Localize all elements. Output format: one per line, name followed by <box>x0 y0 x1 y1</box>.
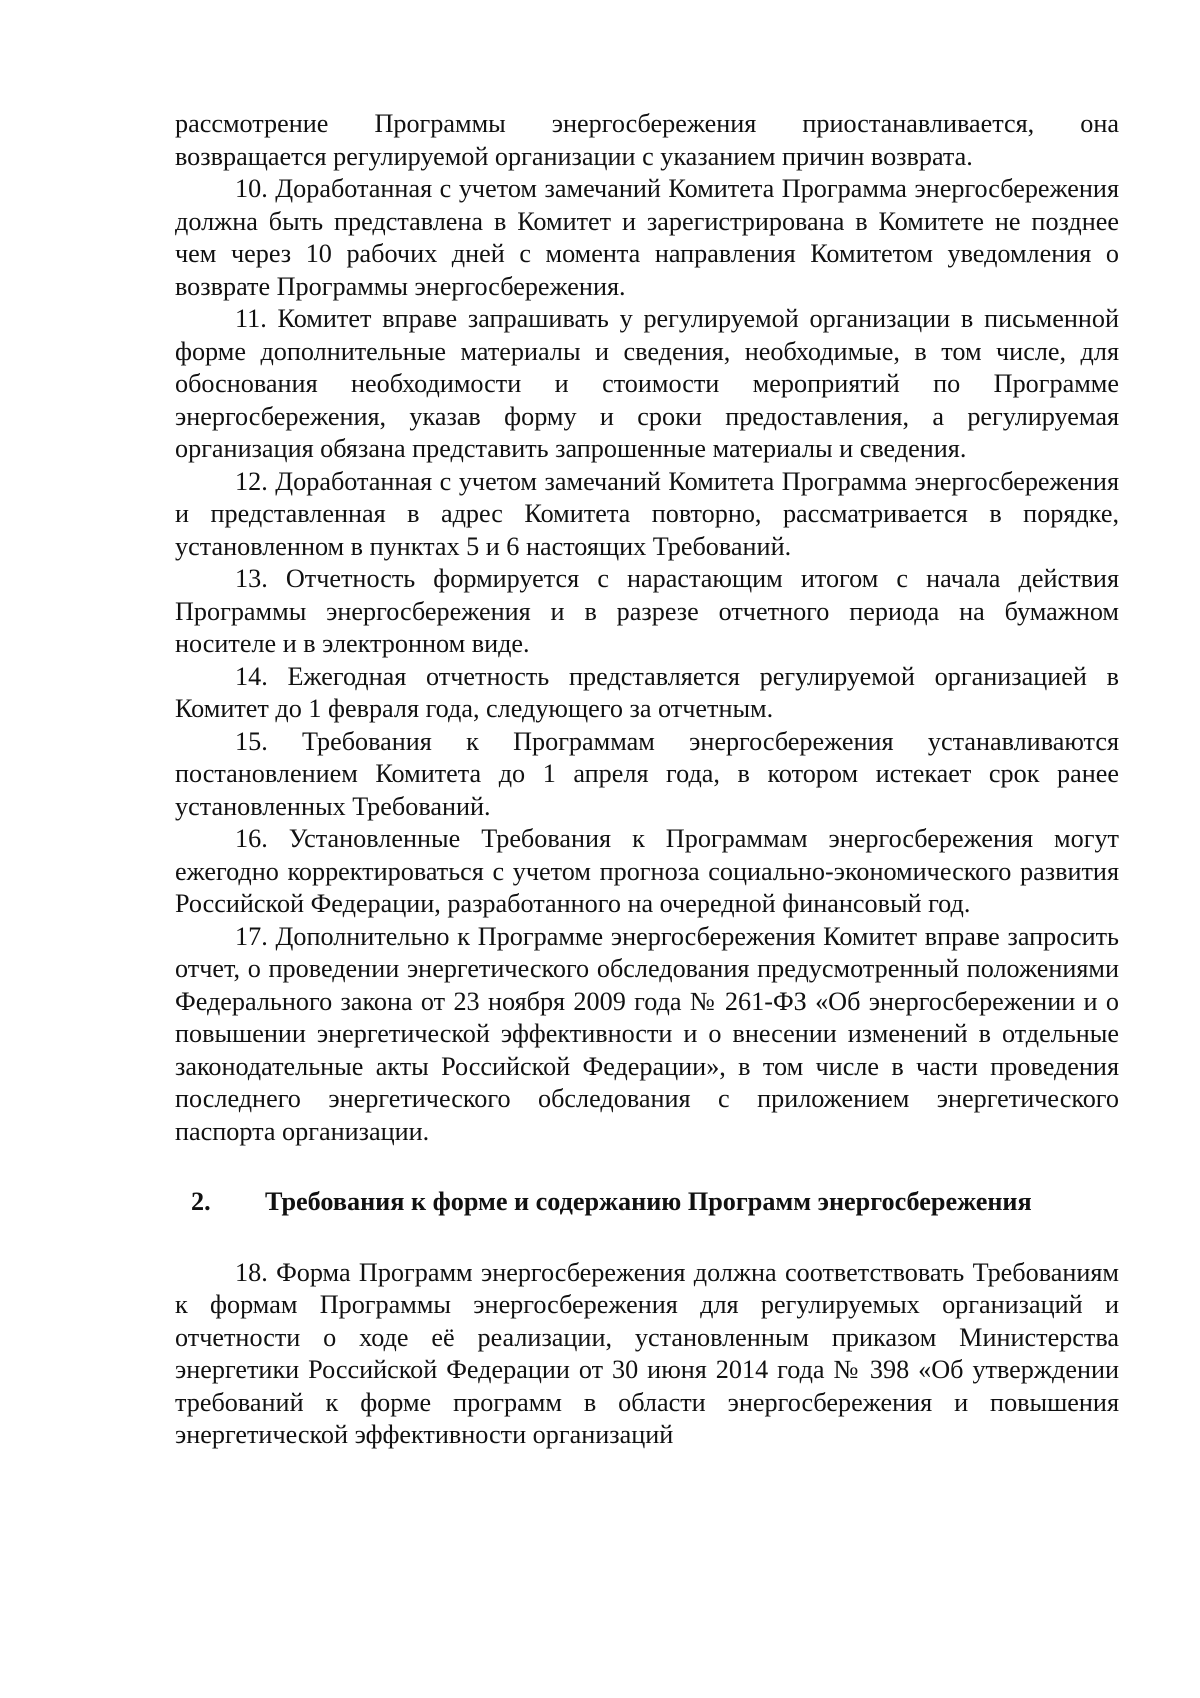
paragraph-18: 18. Форма Программ энергосбережения должна соответствовать Требованиям к формам Программы энергосбережения для регулируемых организаций и отчетности о ходе её реализации, установленным приказом Министерства энергетики Российской Федерации от 30 июня 2014 года № 398 «Об утверждении требований к форме программ в области энергосбережения и повышения энергетической эффективности организаций <box>175 1257 1119 1449</box>
section-heading <box>191 1186 1119 1219</box>
paragraph-9-continuation: рассмотрение Программы энергосбережения приостанавливается, она возвращается регулируемой организации с указанием причин возврата. <box>175 109 1119 171</box>
section-title: Требования к форме и содержанию Программ энергосбережения <box>265 1187 1032 1216</box>
paragraph-10: 10. Доработанная с учетом замечаний Комитета Программа энергосбережения должна быть представлена в Комитет и зарегистрирована в Комитете не позднее чем через 10 рабочих дней с момента направления Комитетом уведомления о возврате Программы энергосбережения. <box>175 174 1119 301</box>
paragraph-14: 14. Ежегодная отчетность представляется регулируемой организацией в Комитет до 1 февраля года, следующего за отчетным. <box>175 661 1119 723</box>
paragraph-17: 17. Дополнительно к Программе энергосбережения Комитет вправе запросить отчет, о проведении энергетического обследования предусмотренный положениями Федерального закона от 23 ноября 2009 года № 261-ФЗ «Об энергосбережении и о повышении энергетической эффективности и о внесении изменений в отдельные законодательные акты Российской Федерации», в том числе в части проведения последнего энергетического обследования с приложением энергетического паспорта организации. <box>175 921 1119 1146</box>
paragraph-12: 12. Доработанная с учетом замечаний Комитета Программа энергосбережения и представленная в адрес Комитета повторно, рассматривается в порядке, установленном в пунктах 5 и 6 настоящих Требований. <box>175 466 1119 561</box>
paragraph-15: 15. Требования к Программам энергосбережения устанавливаются постановлением Комитета до 1 апреля года, в котором истекает срок ранее установленных Требований. <box>175 726 1119 821</box>
paragraph-16: 16. Установленные Требования к Программам энергосбережения могут ежегодно корректироваться с учетом прогноза социально-экономического развития Российской Федерации, разработанного на очередной финансовый год. <box>175 824 1119 918</box>
paragraph-11: 11. Комитет вправе запрашивать у регулируемой организации в письменной форме дополнительные материалы и сведения, необходимые, в том числе, для обоснования необходимости и стоимости мероприятий по Программе энергосбережения, указав форму и сроки предоставления, а регулируемая организация обязана представить запрошенные материалы и сведения. <box>175 304 1119 463</box>
section-number: 2. <box>191 1187 211 1216</box>
paragraph-13: 13. Отчетность формируется с нарастающим итогом с начала действия Программы энергосбережения и в разрезе отчетного периода на бумажном носителе и в электронном виде. <box>175 564 1119 658</box>
document-page <box>175 108 1119 1452</box>
